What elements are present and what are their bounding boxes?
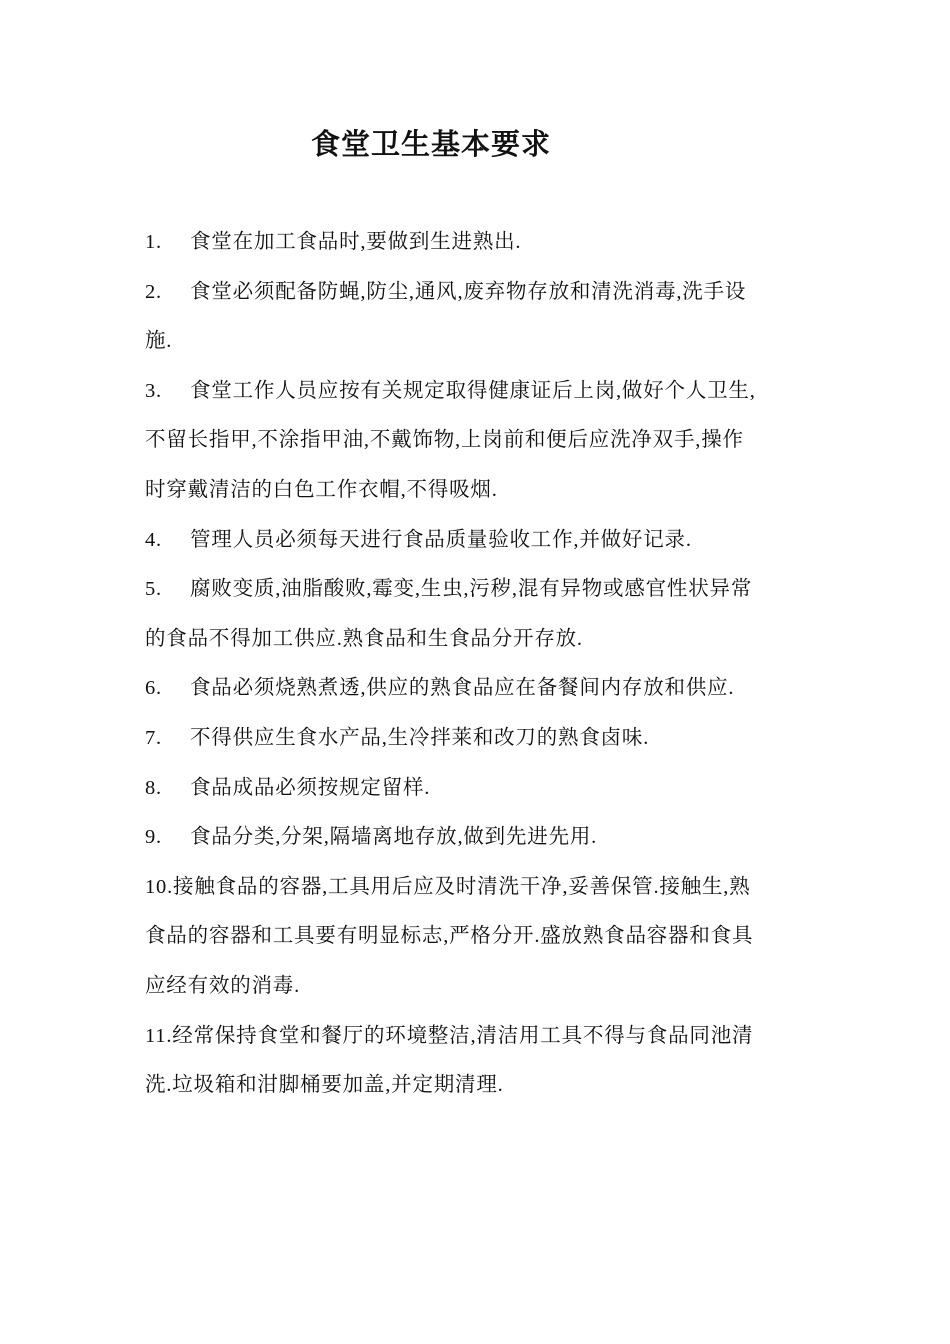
item-text: 管理人员必须每天进行食品质量验收工作,并做好记录. bbox=[190, 528, 692, 551]
item-text: 食堂工作人员应按有关规定取得健康证后上岗,做好个人卫生, bbox=[190, 379, 756, 402]
item-text: 洗.垃圾箱和泔脚桶要加盖,并定期清理. bbox=[145, 1074, 504, 1097]
list-item bbox=[145, 671, 810, 721]
item-text: 时穿戴清洁的白色工作衣帽,不得吸烟. bbox=[145, 478, 498, 501]
text-line bbox=[145, 225, 810, 275]
text-line bbox=[145, 771, 810, 821]
item-text: 食品必须烧熟煮透,供应的熟食品应在备餐间内存放和供应. bbox=[190, 677, 735, 700]
document-title: 食堂卫生基本要求 bbox=[310, 129, 551, 161]
item-text: 接触食品的容器,工具用后应及时清洗干净,妥善保管.接触生,熟 bbox=[173, 875, 751, 898]
list-item bbox=[145, 870, 810, 1019]
item-text: 施. bbox=[145, 330, 173, 353]
item-text: 经常保持食堂和餐厅的环境整洁,清洁用工具不得与食品同池清 bbox=[172, 1024, 754, 1047]
text-line bbox=[145, 275, 810, 325]
list-item bbox=[145, 374, 810, 523]
item-text: 食品的容器和工具要有明显标志,严格分开.盛放熟食品容器和食具 bbox=[145, 925, 754, 948]
list-item bbox=[145, 275, 810, 374]
text-line bbox=[145, 473, 810, 523]
text-line bbox=[145, 324, 810, 374]
item-number: 6. bbox=[145, 677, 162, 700]
text-line bbox=[145, 969, 810, 1019]
item-number: 11. bbox=[145, 1024, 173, 1047]
item-text: 食堂在加工食品时,要做到生进熟出. bbox=[190, 231, 522, 253]
text-line bbox=[145, 572, 810, 622]
item-text: 不得供应生食水产品,生冷拌莱和改刀的熟食卤味. bbox=[190, 726, 650, 749]
item-number: 5. bbox=[145, 578, 162, 601]
item-number: 1. bbox=[145, 231, 162, 253]
text-line bbox=[145, 1019, 810, 1069]
text-line bbox=[145, 374, 810, 424]
item-text: 食堂必须配备防蝇,防尘,通风,废弃物存放和清洗消毒,洗手设 bbox=[190, 280, 747, 303]
item-text: 腐败变质,油脂酸败,霉变,生虫,污秽,混有异物或感官性状异常 bbox=[190, 578, 753, 601]
list-item bbox=[145, 820, 810, 870]
text-line bbox=[145, 523, 810, 573]
item-text: 食品成品必须按规定留样. bbox=[190, 776, 431, 799]
list-item bbox=[145, 225, 810, 275]
text-line bbox=[145, 622, 810, 672]
item-number: 2. bbox=[145, 280, 162, 303]
list-item bbox=[145, 721, 810, 771]
item-number: 10. bbox=[145, 875, 174, 898]
text-line bbox=[145, 820, 810, 870]
requirements-list bbox=[145, 225, 810, 1118]
text-line bbox=[145, 423, 810, 473]
item-text: 食品分类,分架,隔墙离地存放,做到先进先用. bbox=[190, 826, 598, 849]
item-number: 4. bbox=[145, 528, 162, 551]
list-item bbox=[145, 1019, 810, 1118]
text-line bbox=[145, 671, 810, 721]
item-number: 3. bbox=[145, 379, 162, 402]
item-number: 9. bbox=[145, 826, 162, 849]
item-number: 7. bbox=[145, 726, 162, 749]
item-number: 8. bbox=[145, 776, 162, 799]
text-line bbox=[145, 1068, 810, 1118]
item-text: 不留长指甲,不涂指甲油,不戴饰物,上岗前和便后应洗净双手,操作 bbox=[145, 429, 744, 452]
list-item bbox=[145, 771, 810, 821]
text-line bbox=[145, 919, 810, 969]
item-text: 应经有效的消毒. bbox=[145, 974, 301, 997]
text-line bbox=[145, 870, 810, 920]
item-text: 的食品不得加工供应.熟食品和生食品分开存放. bbox=[145, 627, 583, 650]
list-item bbox=[145, 523, 810, 573]
text-line bbox=[145, 721, 810, 771]
list-item bbox=[145, 572, 810, 671]
